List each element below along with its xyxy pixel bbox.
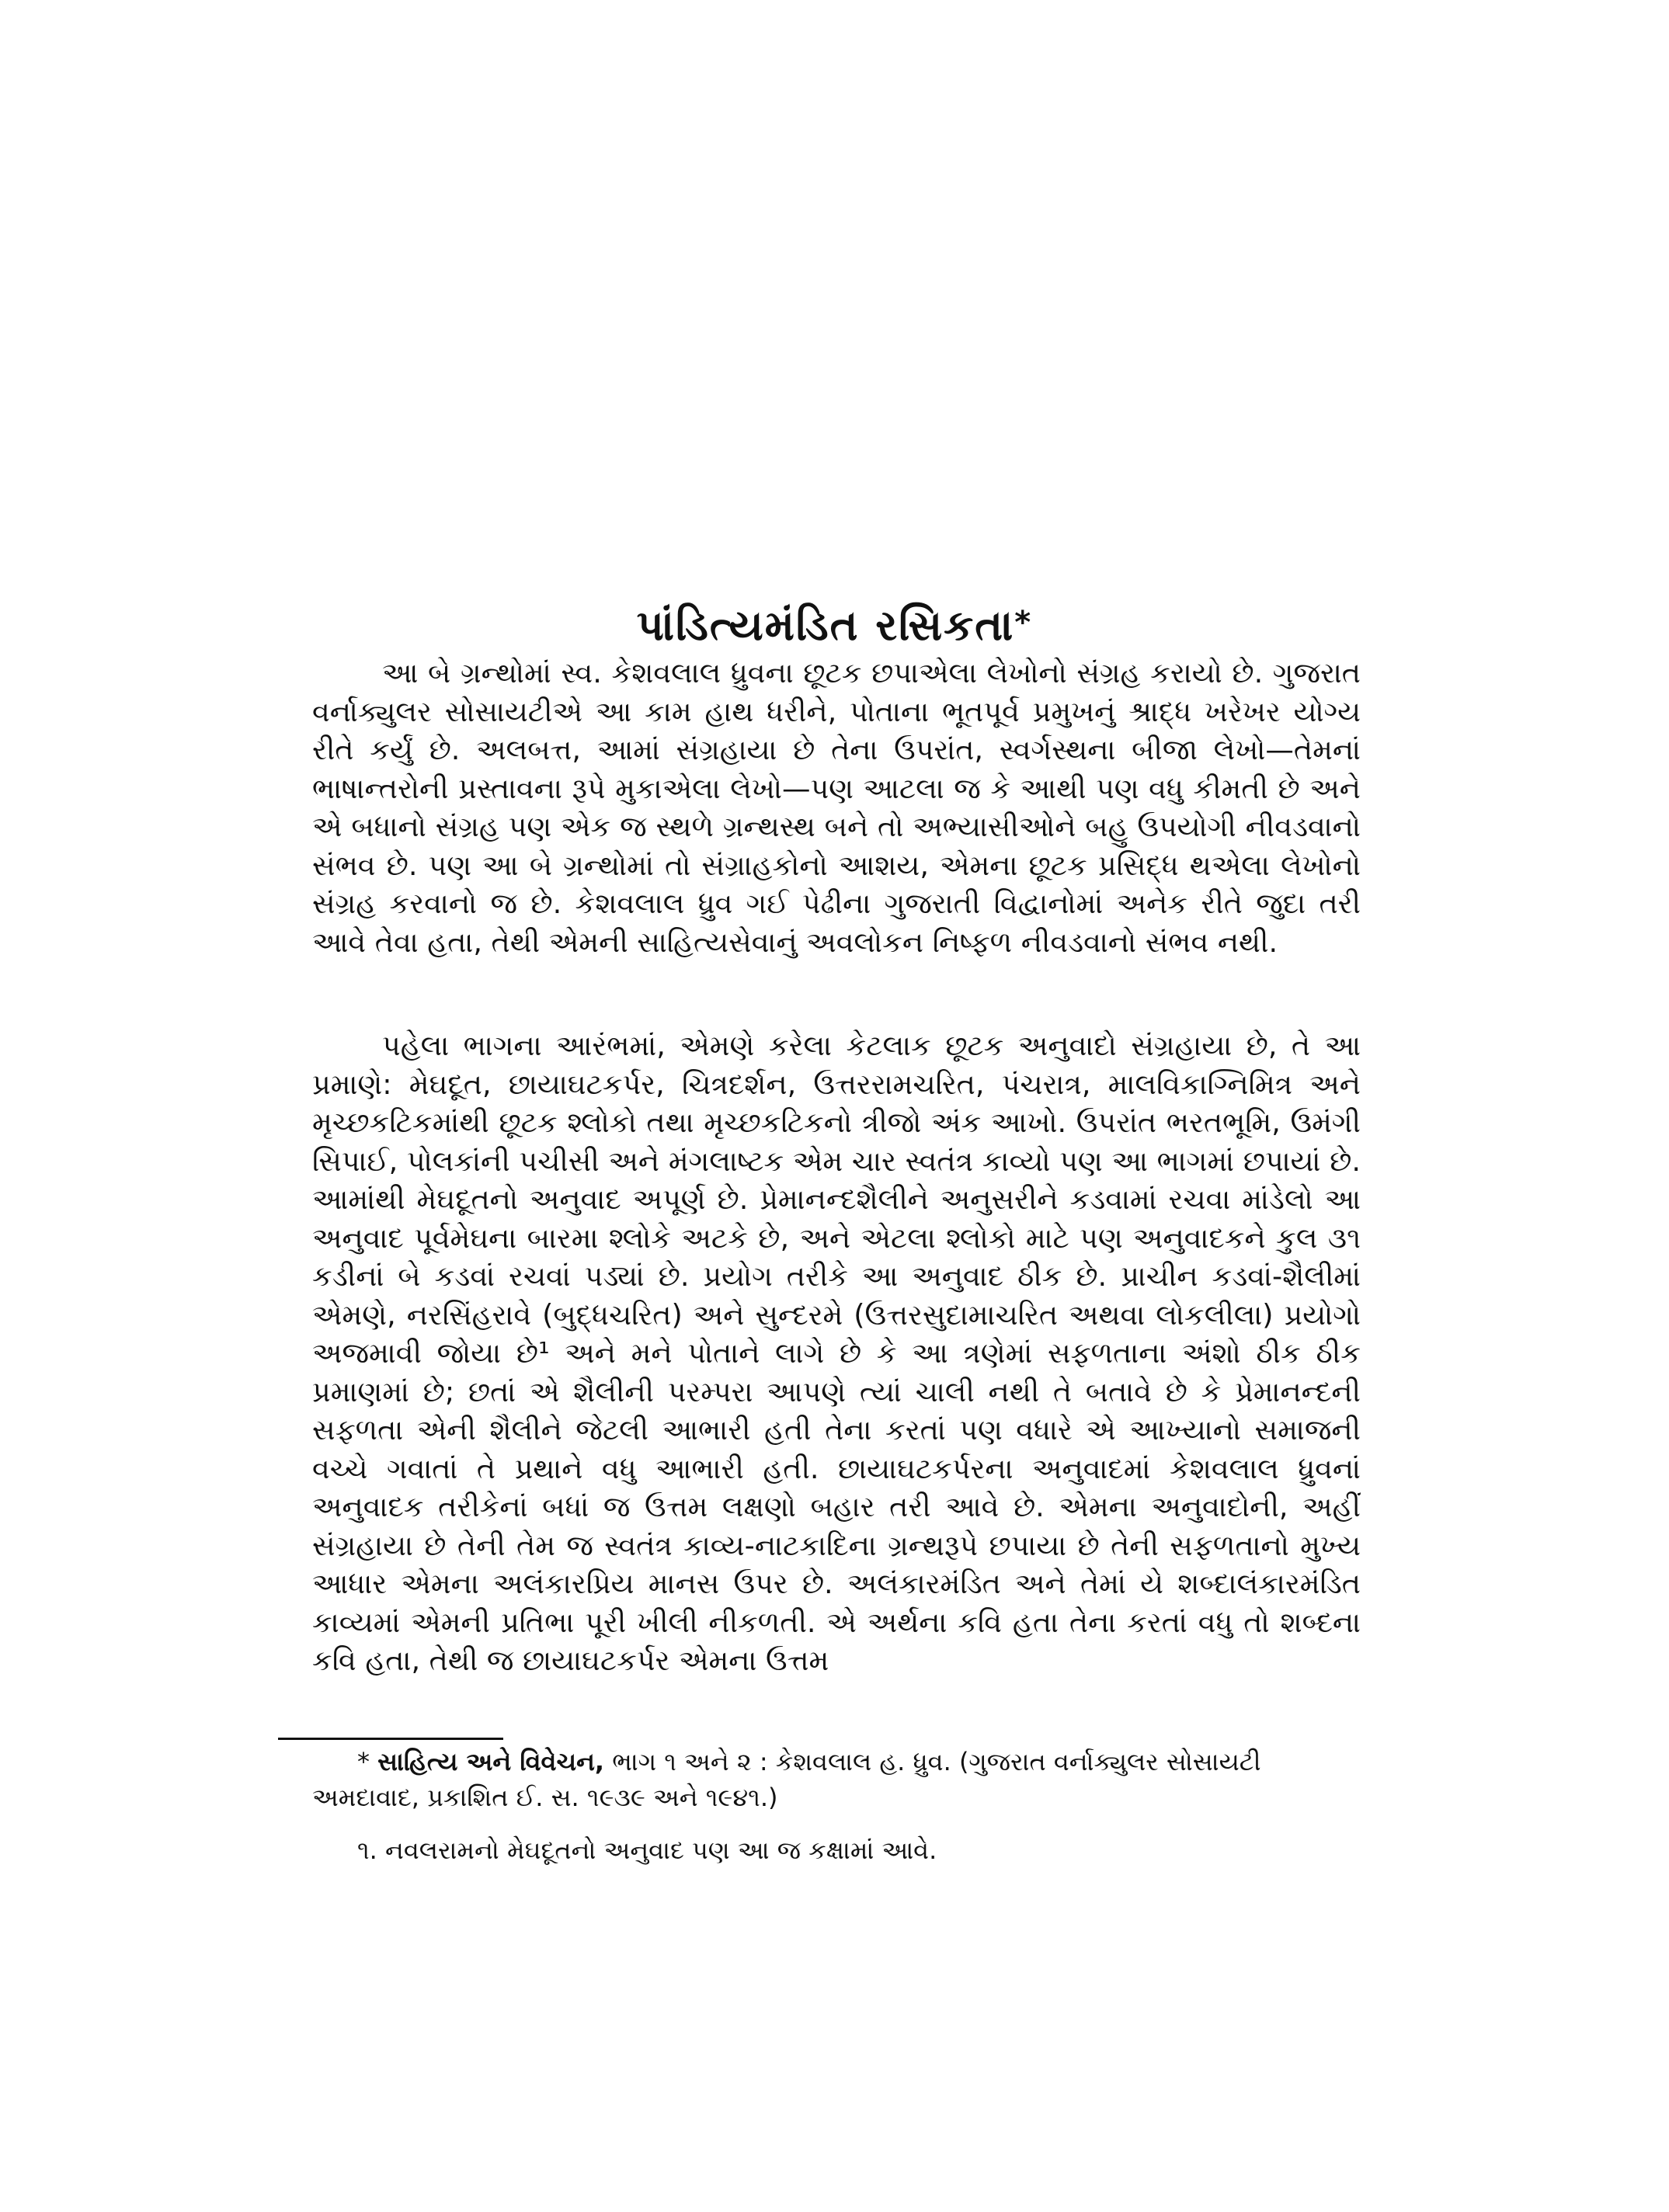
footnote-1-title: સાહિત્ય અને વિવેચન, <box>377 1747 605 1776</box>
footnote-2: ૧. નવલરામનો મેઘદૂતનો અનુવાદ પણ આ જ કક્ષામાં આવે. <box>357 1835 937 1865</box>
paragraph: પહેલા ભાગના આરંભમાં, એમણે કરેલા કેટલાક છૂટક અનુવાદો સંગ્રહાયા છે, તે આ પ્રમાણે: મેઘદૂત, છાયાઘટકર્પર, ચિત્રદર્શન, ઉત્તરરામચરિત, પંચરાત્ર, માલવિકાગ્નિમિત્ર અને મૃચ્છકટિકમાંથી છૂટક શ્લોકો તથા મૃચ્છકટિકનો ત્રીજો અંક આખો. ઉપરાંત ભરતભૂમિ, ઉમંગી સિપાઈ, પોલકાંની પચીસી અને મંગલાષ્ટક એમ ચાર સ્વતંત્ર કાવ્યો પણ આ ભાગમાં છપાયાં છે. આમાંથી મેઘદૂતનો અનુવાદ અપૂર્ણ છે. પ્રેમાનન્દશૈલીને અનુસરીને કડવામાં રચવા માંડેલો આ અનુવાદ પૂર્વમેઘના બારમા શ્લોકે અટકે છે, અને એટલા શ્લોકો માટે પણ અનુવાદકને કુલ ૩૧ કડીનાં બે કડવાં રચવાં પડ્યાં છે. પ્રયોગ તરીકે આ અનુવાદ ઠીક છે. પ્રાચીન કડવાં-શૈલીમાં એમણે, નરસિંહરાવે (બુદ્ધચરિત) અને સુન્દરમે (ઉત્તરસુદામાચરિત અથવા લોકલીલા) પ્રયોગો અજમાવી જોયા છે¹ અને મને પોતાને લાગે છે કે આ ત્રણેમાં સફળતાના અંશો ઠીક ઠીક પ્રમાણમાં છે; છતાં એ શૈલીની પરમ્પરા આપણે ત્યાં ચાલી નથી તે બતાવે છે કે પ્રેમાનન્દની સફળતા એની શૈલીને જેટલી આભારી હતી તેના કરતાં પણ વધારે એ આખ્યાનો સમાજની વચ્ચે ગવાતાં તે પ્રથાને વધુ આભારી હતી. છાયાઘટકર્પરના અનુવાદમાં કેશવલાલ ધ્રુવનાં અનુવાદક તરીકેનાં બધાં જ ઉત્તમ લક્ષણો બહાર તરી આવે છે. એમના અનુવાદોની, અહીં સંગ્રહાયા છે તેની તેમ જ સ્વતંત્ર કાવ્ય-નાટકાદિના ગ્રન્થરૂપે છપાયા છે તેની સફળતાનો મુખ્ય આધાર એમના અલંકારપ્રિય માનસ ઉપર છે. અલંકારમંડિત અને તેમાં યે શબ્દાલંકારમંડિત કાવ્યમાં એમની પ્રતિભા પૂરી ખીલી નીકળતી. એ અર્થના કવિ હતા તેના કરતાં વધુ તો શબ્દના કવિ હતા, તેથી જ છાયાઘટકર્પર એમના ઉત્તમ <box>312 1029 1361 1677</box>
article-title <box>0 601 1669 651</box>
title-footnote-mark: * <box>1014 605 1033 641</box>
footnote-1-mark: * <box>357 1747 370 1776</box>
footnote-1-text: ભાગ ૧ અને ૨ : કેશવલાલ હ. ધ્રુવ. (ગુજરાત વર્નાક્યુલર સોસાયટી અમદાવાદ, પ્રકાશિત ઈ. સ. ૧૯૩૯ અને ૧૯૪૧.) <box>312 1747 1261 1812</box>
footnote-divider <box>278 1738 503 1740</box>
paragraph: આ બે ગ્રન્થોમાં સ્વ. કેશવલાલ ધ્રુવના છૂટક છપાએલા લેખોનો સંગ્રહ કરાયો છે. ગુજરાત વર્નાક્યુલર સોસાયટીએ આ કામ હાથ ધરીને, પોતાના ભૂતપૂર્વ પ્રમુખનું શ્રાદ્ધ ખરેખર યોગ્ય રીતે કર્યું છે. અલબત્ત, આમાં સંગ્રહાયા છે તેના ઉપરાંત, સ્વર્ગસ્થના બીજા લેખો—તેમનાં ભાષાન્તરોની પ્રસ્તાવના રૂપે મુકાએલા લેખો—પણ આટલા જ કે આથી પણ વધુ કીમતી છે અને એ બધાનો સંગ્રહ પણ એક જ સ્થળે ગ્રન્થસ્થ બને તો અભ્યાસીઓને બહુ ઉપયોગી નીવડવાનો સંભવ છે. પણ આ બે ગ્રન્થોમાં તો સંગ્રાહકોનો આશય, એમના છૂટક પ્રસિદ્ધ થએલા લેખોનો સંગ્રહ કરવાનો જ છે. કેશવલાલ ધ્રુવ ગઈ પેઢીના ગુજરાતી વિદ્વાનોમાં અનેક રીતે જુદા તરી આવે તેવા હતા, તેથી એમની સાહિત્યસેવાનું અવલોકન નિષ્ફળ નીવડવાનો સંભવ નથી. <box>312 656 1361 959</box>
footnote-1 <box>312 1744 1361 1815</box>
paragraph-2-block <box>312 1026 1361 1680</box>
paragraph-1-block <box>312 654 1361 961</box>
article-title-text: પાંડિત્યમંડિત રસિકતા <box>636 601 1015 651</box>
footnotes <box>312 1744 1361 1868</box>
